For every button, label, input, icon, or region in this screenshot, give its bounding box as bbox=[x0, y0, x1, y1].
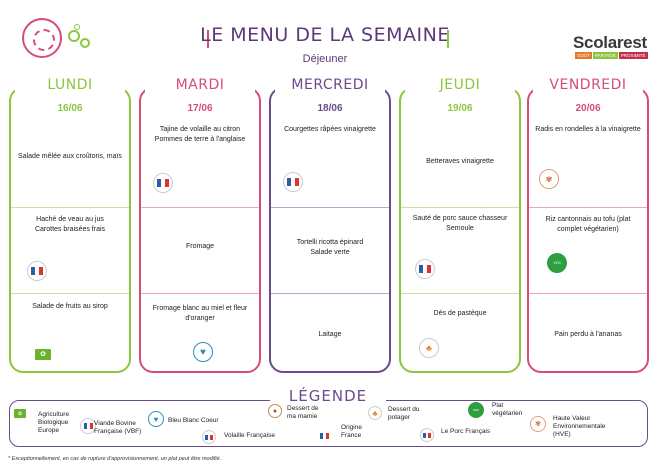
day-column-vendredi bbox=[527, 87, 649, 373]
dessert-mamie-icon: ● bbox=[268, 404, 282, 418]
legend-volaille: Volaille Française bbox=[224, 432, 275, 439]
menu-item-dessert: Dés de pastèque bbox=[433, 310, 487, 317]
day-column-mercredi bbox=[269, 87, 391, 373]
page-title: LE MENU DE LA SEMAINE bbox=[200, 24, 450, 46]
menu-item-starter: Betteraves vinaigrette bbox=[426, 158, 494, 165]
dessert-potager-icon: ♣ bbox=[368, 406, 382, 420]
legend-potager: Dessert du potager bbox=[388, 406, 420, 421]
day-name: JEUDI bbox=[405, 77, 515, 97]
brand-tag-item: GOÛT bbox=[577, 53, 590, 58]
divider bbox=[11, 293, 129, 294]
plat-vegetarien-icon: VEG bbox=[468, 402, 484, 418]
divider bbox=[141, 293, 259, 294]
legend-veg: Plat végétarien bbox=[492, 402, 523, 417]
decor-circle-icon bbox=[74, 24, 80, 30]
hve-icon: ✾ bbox=[539, 169, 559, 189]
menu-item-starter: Salade mêlée aux croûtons, maïs bbox=[18, 153, 122, 160]
day-date: 16/06 bbox=[57, 103, 83, 114]
legend-bio: Agriculture Biologique Europe bbox=[38, 411, 70, 434]
menu-item-dessert: Salade de fruits au sirop bbox=[32, 303, 108, 310]
legend-porc: Le Porc Français bbox=[441, 428, 491, 435]
divider bbox=[529, 207, 647, 208]
divider bbox=[401, 293, 519, 294]
menu-item-dessert: Laitage bbox=[318, 331, 342, 338]
bio-icon: ✿ bbox=[14, 409, 26, 418]
menu-item-starter: Courgettes râpées vinaigrette bbox=[284, 126, 376, 133]
divider bbox=[11, 207, 129, 208]
day-column-jeudi bbox=[399, 87, 521, 373]
menu-item-dessert: Fromage blanc au miel et fleur d'oranger bbox=[152, 305, 248, 322]
origine-france-icon bbox=[320, 426, 329, 444]
menu-item-main: Fromage bbox=[185, 243, 214, 250]
french-flag-icon bbox=[287, 178, 299, 186]
menu-item-starter: Tajine de volaille au citron Pommes de terre à l'anglaise bbox=[154, 126, 246, 143]
legend-origine: Origine France bbox=[341, 424, 362, 439]
menu-item-main: Haché de veau au jus Carottes braisées frais bbox=[34, 216, 106, 233]
legend-vbf: Viande Bovine Française (VBF) bbox=[94, 420, 142, 435]
legend-hve: Haute Valeur Environnementale (HVE) bbox=[553, 415, 606, 438]
plat-vegetarien-icon: VEG bbox=[547, 253, 567, 273]
day-name: LUNDI bbox=[15, 77, 125, 97]
menu-item-main: Tortelli ricotta épinard Salade verte bbox=[296, 239, 364, 256]
footnote: * Exceptionnellement, en cas de rupture d'approvisionnement, un plat peut être modifié. bbox=[8, 456, 222, 462]
legend-title: LÉGENDE bbox=[270, 387, 386, 407]
legend-mamie: Dessert de ma mamie bbox=[287, 405, 319, 420]
divider bbox=[529, 293, 647, 294]
decor-circle-icon bbox=[68, 30, 80, 42]
day-date: 17/06 bbox=[187, 103, 213, 114]
vbf-icon bbox=[27, 261, 47, 281]
day-date: 19/06 bbox=[447, 103, 473, 114]
porc-francais-icon bbox=[415, 259, 435, 279]
hve-icon: ✾ bbox=[530, 416, 546, 432]
divider bbox=[141, 207, 259, 208]
day-name: MERCREDI bbox=[275, 77, 385, 97]
school-logo-icon bbox=[22, 18, 62, 58]
divider bbox=[401, 207, 519, 208]
day-name: MARDI bbox=[145, 77, 255, 97]
day-column-lundi bbox=[9, 87, 131, 373]
brand-tag-item: PARTAGE bbox=[595, 53, 616, 58]
day-date: 20/06 bbox=[575, 103, 601, 114]
menu-item-starter: Radis en rondelles à la vinaigrette bbox=[535, 126, 641, 133]
french-flag-icon bbox=[157, 179, 169, 187]
bleu-blanc-coeur-icon: ♥ bbox=[193, 342, 213, 362]
french-flag-icon bbox=[31, 267, 43, 275]
origine-france-icon bbox=[283, 172, 303, 192]
menu-item-main: Riz cantonnais au tofu (plat complet végétarien) bbox=[545, 216, 631, 233]
volaille-francaise-icon bbox=[153, 173, 173, 193]
day-column-mardi bbox=[139, 87, 261, 373]
divider bbox=[271, 293, 389, 294]
title-decoration bbox=[444, 30, 449, 48]
day-name: VENDREDI bbox=[533, 77, 643, 97]
meal-subtitle: Déjeuner bbox=[302, 53, 348, 65]
french-flag-icon bbox=[419, 265, 431, 273]
day-date: 18/06 bbox=[317, 103, 343, 114]
bleu-blanc-coeur-icon: ♥ bbox=[148, 411, 164, 427]
menu-item-dessert: Pain perdu à l'ananas bbox=[554, 331, 622, 338]
brand-logo: Scolarest bbox=[573, 33, 647, 52]
volaille-francaise-icon bbox=[202, 430, 216, 444]
brand-tagline bbox=[575, 52, 648, 59]
brand-tag-item: PROXIMITÉ bbox=[620, 53, 646, 58]
decor-circle-icon bbox=[80, 38, 90, 48]
dessert-potager-icon: ♣ bbox=[419, 338, 439, 358]
porc-francais-icon bbox=[420, 428, 434, 442]
menu-item-main: Sauté de porc sauce chasseur Semoule bbox=[412, 215, 508, 232]
bio-icon: ✿ bbox=[33, 344, 53, 364]
legend-bbc: Bleu Blanc Coeur bbox=[168, 417, 219, 424]
divider bbox=[271, 207, 389, 208]
